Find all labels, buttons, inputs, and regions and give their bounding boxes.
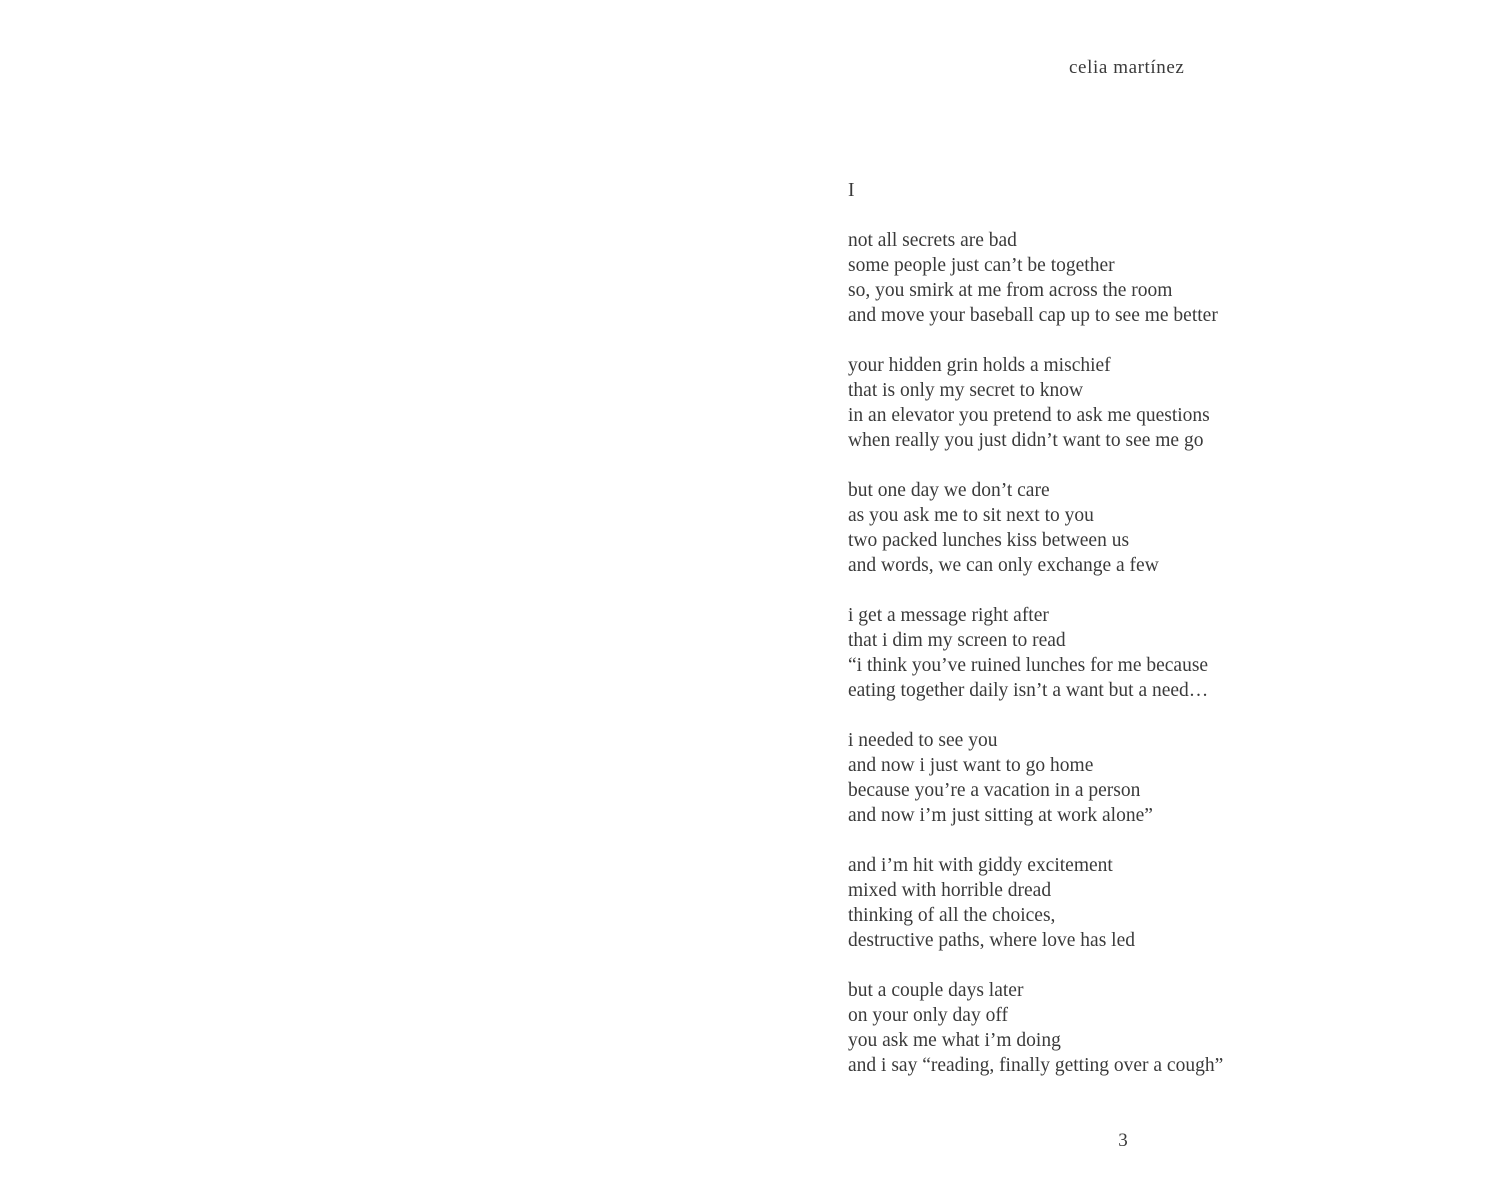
- poem-number: I: [848, 180, 855, 201]
- poem-line: as you ask me to sit next to you: [848, 505, 1094, 526]
- poem-line: i get a message right after: [848, 605, 1049, 626]
- poem-line: mixed with horrible dread: [848, 880, 1052, 901]
- poem-line: and i say “reading, finally getting over a cough”: [848, 1055, 1224, 1076]
- poem-line: when really you just didn’t want to see me go: [848, 430, 1204, 451]
- poem-line: and move your baseball cap up to see me better: [848, 305, 1218, 326]
- poem-line: and words, we can only exchange a few: [848, 555, 1159, 576]
- stanza: [848, 603, 1408, 703]
- stanza: [848, 353, 1408, 453]
- poem-line: so, you smirk at me from across the room: [848, 280, 1173, 301]
- poem-line: but one day we don’t care: [848, 480, 1050, 501]
- poem-line: and now i just want to go home: [848, 755, 1094, 776]
- poem-line: on your only day off: [848, 1005, 1008, 1026]
- poem-line: you ask me what i’m doing: [848, 1030, 1061, 1051]
- stanza: [848, 228, 1408, 328]
- poem-line: but a couple days later: [848, 980, 1024, 1001]
- stanza: [848, 978, 1408, 1078]
- poem-line: not all secrets are bad: [848, 230, 1017, 251]
- poem: [848, 178, 1408, 1078]
- poem-line: that i dim my screen to read: [848, 630, 1066, 651]
- poem-line: and i’m hit with giddy excitement: [848, 855, 1113, 876]
- poem-line: because you’re a vacation in a person: [848, 780, 1141, 801]
- poem-line: i needed to see you: [848, 730, 998, 751]
- stanza: [848, 853, 1408, 953]
- poem-line: destructive paths, where love has led: [848, 930, 1135, 951]
- poem-line: that is only my secret to know: [848, 380, 1084, 401]
- page-number: 3: [1118, 1130, 1128, 1151]
- poem-line: and now i’m just sitting at work alone”: [848, 805, 1153, 826]
- running-head-author: celia martínez: [1069, 57, 1185, 78]
- poem-line: your hidden grin holds a mischief: [848, 355, 1111, 376]
- poem-line: in an elevator you pretend to ask me questions: [848, 405, 1210, 426]
- poem-line: some people just can’t be together: [848, 255, 1115, 276]
- stanza: [848, 478, 1408, 578]
- poem-line: thinking of all the choices,: [848, 905, 1056, 926]
- poem-line: “i think you’ve ruined lunches for me because: [848, 655, 1209, 676]
- poem-line: two packed lunches kiss between us: [848, 530, 1130, 551]
- poem-line: eating together daily isn’t a want but a need…: [848, 680, 1209, 701]
- stanza: [848, 728, 1408, 828]
